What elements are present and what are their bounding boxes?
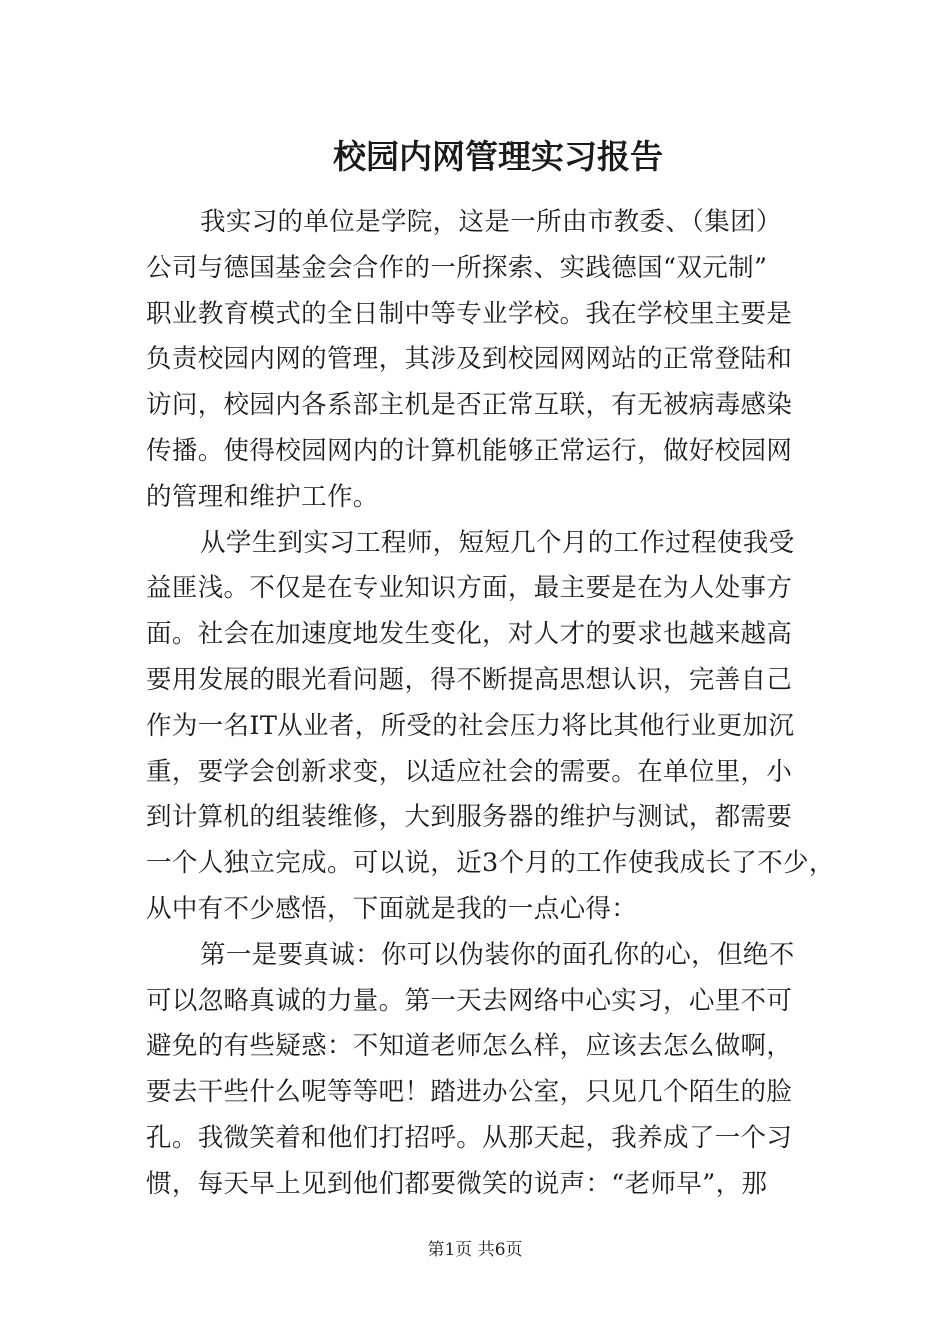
document-body [146, 200, 835, 1208]
paragraph-line: 传播。使得校园网内的计算机能够正常运行，做好校园网 [146, 435, 793, 466]
paragraph-line: 益匪浅。不仅是在专业知识方面，最主要是在为人处事方 [146, 573, 793, 604]
paragraph-line: 我实习的单位是学院，这是一所由市教委、（集团） [200, 207, 782, 237]
paragraph-line: 要用发展的眼光看问题，得不断提高思想认识，完善自己 [146, 664, 793, 695]
paragraph-line: 职业教育模式的全日制中等专业学校。我在学校里主要是 [146, 298, 793, 329]
paragraph-line: 避免的有些疑惑：不知道老师怎么样，应该去怎么做啊， [146, 1031, 793, 1062]
paragraph-line: 可以忽略真诚的力量。第一天去网络中心实习，心里不可 [146, 985, 793, 1016]
paragraph-line: 面。社会在加速度地发生变化，对人才的要求也越来越高 [146, 619, 793, 650]
paragraph-line: 访问，校园内各系部主机是否正常互联，有无被病毒感染 [146, 390, 793, 421]
paragraph-line: 孔。我微笑着和他们打招呼。从那天起，我养成了一个习 [146, 1122, 793, 1153]
paragraph-1 [146, 200, 806, 521]
page-footer: 第1页 共6页 [427, 1240, 523, 1260]
paragraph-3 [146, 933, 806, 1208]
paragraph-line: 从中有不少感悟，下面就是我的一点心得： [146, 893, 638, 924]
paragraph-line: 重，要学会创新求变，以适应社会的需要。在单位里，小 [146, 756, 793, 787]
paragraph-line: 到计算机的组装维修，大到服务器的维护与测试，都需要 [146, 802, 793, 833]
paragraph-line: 公司与德国基金会合作的一所探索、实践德国“双元制” [146, 252, 768, 283]
paragraph-line: 的管理和维护工作。 [146, 481, 379, 512]
paragraph-line: 负责校园内网的管理，其涉及到校园网网站的正常登陆和 [146, 344, 793, 375]
paragraph-line: 惯，每天早上见到他们都要微笑的说声：“老师早”，那 [146, 1168, 768, 1199]
document-title: 校园内网管理实习报告 [333, 137, 663, 176]
paragraph-line: 一个人独立完成。可以说，近3个月的工作使我成长了不少， [146, 848, 835, 879]
paragraph-line: 从学生到实习工程师，短短几个月的工作过程使我受 [200, 527, 795, 558]
paragraph-line: 第一是要真诚：你可以伪装你的面孔你的心，但绝不 [200, 939, 795, 970]
paragraph-line: 要去干些什么呢等等吧！踏进办公室，只见几个陌生的脸 [146, 1077, 793, 1108]
paragraph-2 [146, 521, 835, 933]
paragraph-line: 作为一名IT从业者，所受的社会压力将比其他行业更加沉 [146, 710, 795, 741]
